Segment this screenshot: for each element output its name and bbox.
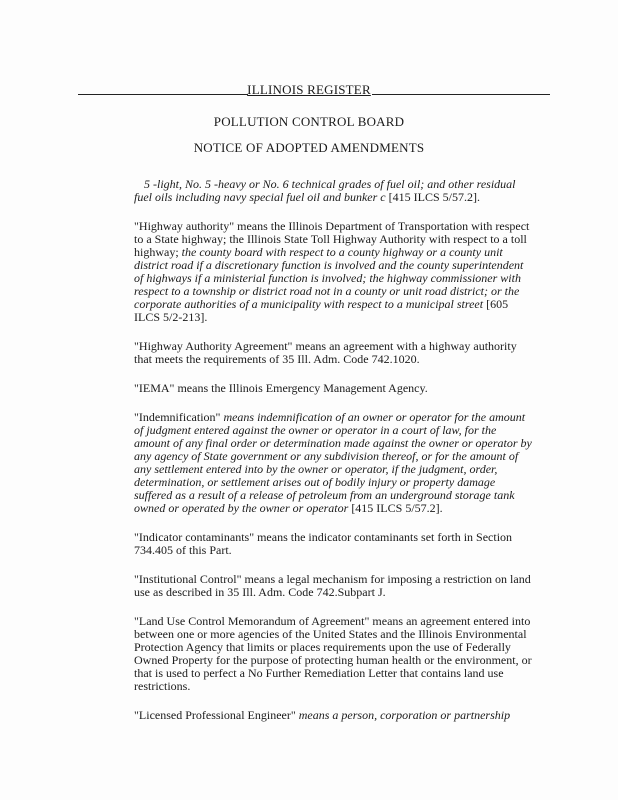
definition-text: "Highway Authority Agreement" means an agreement with a highway authority that meets the requirements of 35 Ill. Adm. Code 742.1020. <box>134 339 517 366</box>
statutory-text: the county board with respect to a county highway or a county unit district road if a discretionary function is involved and the county superintendent of highways if a ministerial function is involved; the highway commissioner with respect to a township or district road not in a county or unit road district; or the corporate authorities of a municipality with respect to a municipal street <box>134 245 524 311</box>
definition-text: [415 ILCS 5/57.2]. <box>348 501 443 515</box>
statutory-text: 5 -light, No. 5 -heavy or No. 6 technical grades of fuel oil; and other residual fuel oils including navy special fuel oil and bunker c <box>134 177 516 204</box>
definition-paragraph <box>134 340 534 366</box>
definition-paragraph <box>134 709 534 722</box>
definition-text: [605 ILCS 5/2-213]. <box>134 297 509 324</box>
definition-text: "Indemnification" <box>134 410 224 424</box>
register-title: ILLINOIS REGISTER <box>247 82 371 97</box>
notice-title: NOTICE OF ADOPTED AMENDMENTS <box>193 140 425 155</box>
definition-paragraph <box>134 382 534 395</box>
definitions-body <box>134 178 534 738</box>
definition-paragraph <box>134 178 534 204</box>
board-title: POLLUTION CONTROL BOARD <box>213 114 405 129</box>
definition-text: [415 ILCS 5/57.2]. <box>385 190 480 204</box>
definition-text: "Licensed Professional Engineer" <box>134 708 299 722</box>
definition-paragraph <box>134 220 534 324</box>
definition-paragraph <box>134 531 534 557</box>
statutory-text: means indemnification of an owner or operator for the amount of judgment entered against the owner or operator in a court of law, for the amount of any final order or determination made against the owner or operator by any agency of State government or any subdivision thereof, or for the amount of any settlement entered into by the owner or operator, if the judgment, order, determination, or settlement arises out of bodily injury or property damage suffered as a result of a release of petroleum from an underground storage tank owned or operated by the owner or operator <box>134 410 532 515</box>
definition-text: "Indicator contaminants" means the indicator contaminants set forth in Section 734.405 of this Part. <box>134 530 513 557</box>
definition-paragraph <box>134 615 534 693</box>
definition-text: "Institutional Control" means a legal mechanism for imposing a restriction on land use as described in 35 Ill. Adm. Code 742.Subpart J. <box>134 572 531 599</box>
definition-text: "Highway authority" means the Illinois Department of Transportation with respect to a State highway; the Illinois State Toll Highway Authority with respect to a toll highway; <box>134 219 530 259</box>
definition-paragraph <box>134 411 534 515</box>
definition-text: "IEMA" means the Illinois Emergency Management Agency. <box>134 381 428 395</box>
definition-text: "Land Use Control Memorandum of Agreement" means an agreement entered into between one or more agencies of the United States and the Illinois Environmental Protection Agency that limits or places requirements upon the use of Federally Owned Property for the purpose of protecting human health or the environment, or that is used to perfect a No Further Remediation Letter that contains land use restrictions. <box>134 614 532 693</box>
definition-paragraph <box>134 573 534 599</box>
statutory-text: means a person, corporation or partnership <box>298 708 511 722</box>
